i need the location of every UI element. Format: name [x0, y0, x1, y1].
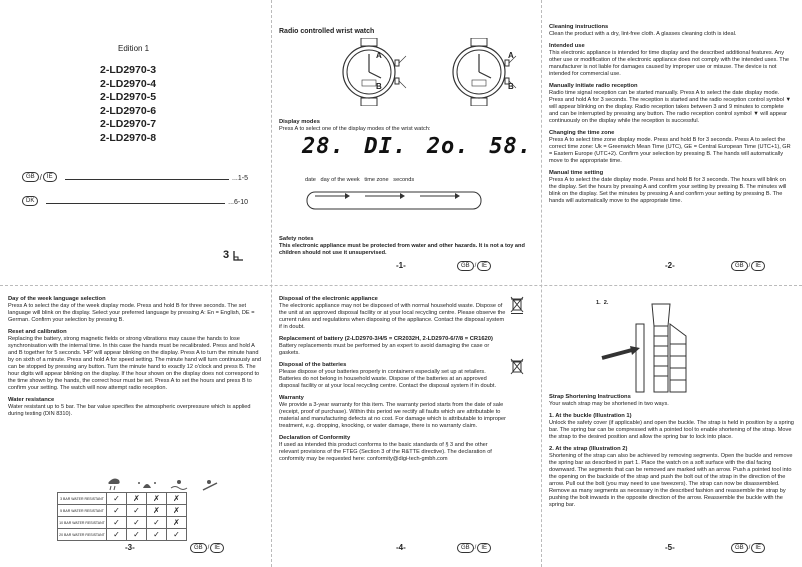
water-rating-mark: ✓ — [107, 505, 127, 517]
section-text: Shortening of the strap can also be achieved by removing segments. Open the buckle and remove the spring bar as described in part 1. Place the watch on a soft surface with the dial facing downward. The segments that can be removed are marked with an arrow. Push a pointed tool into the opening on the backside of the strap and push the bolt out of the strap in the direction of the arrow. Pull out the bolt (you may need to use tweezers). The strap can now be disassembled. Remove as many segments as necessary in the described fashion and reassemble the strap by pushing the bolt inwards in the opposite direction of the arrow. Reassemble the buckle with the spring bar. — [549, 453, 793, 508]
page-footer — [542, 543, 802, 557]
flag-ie: IE — [43, 172, 57, 182]
section-heading: Strap Shortening Instructions — [549, 394, 631, 400]
language-flags — [731, 261, 765, 271]
model-number: 2-LD2970-3 — [100, 64, 157, 76]
section-text: If used as intended this product conforms to the basic standards of § 3 and the other relevant provisions of the FTEG (Section 3 of the R&TTE directive). The declaration of conformity may be requested here: conformity@digi-tech-gmbh.com — [279, 442, 492, 462]
section-text: Please dispose of your batteries properly in containers especially set up at retailers. Batteries do not belong in household waste. Dispose of the batteries at an approved disposal facility or at your local recycling centre. Contact the disposal system if in doubt. — [279, 369, 497, 389]
table-row — [58, 517, 187, 529]
illustration-labels: 1. 2. — [596, 300, 609, 306]
button-b-label: B — [376, 82, 382, 91]
page-number: -4- — [396, 543, 406, 552]
button-b-label: B — [508, 82, 514, 91]
water-rating-label: 10 BAR WATER RESISTANT — [58, 517, 107, 529]
section-heading: 2. At the strap (Illustration 2) — [549, 446, 628, 452]
section-text: Your watch strap may be shortened in two ways. — [549, 401, 669, 407]
water-activity-icons — [103, 478, 235, 492]
pack-count-number: 3 — [223, 249, 230, 261]
section-text: Replacing the battery, strong magnetic fields or strong vibrations may cause the hands to lose synchronisation with the internal time. In this case the hands must be recalibrated. Press and hold A and B together for 5 seconds. 'HP' will appear blinking on the display. Press A to turn the minute hand by on sixth of a minute. Press and hold A for speed setting. The minute hand will turn continuously and can be stopped by pressing any button. Turn the minute hand to exactly 12 o'clock and press B. The hour digits will appear blinking on the display. If the hour shown on the display does not correspond to the time shown by the hands, the correct hour must be set. Press A to set the hours and press B to confirm your setting. The watch will now attempt radio reception. — [8, 336, 262, 391]
model-number: 2-LD2970-8 — [100, 131, 157, 144]
language-flags — [457, 261, 491, 271]
rain-icon — [108, 479, 119, 491]
language-flags — [190, 543, 224, 553]
flag-gb: GB — [457, 261, 474, 271]
crossed-bin-icon — [510, 296, 524, 314]
safety-heading: Safety notes — [279, 236, 314, 242]
flag-separator: / — [748, 263, 751, 269]
tool-arrow-icon — [602, 346, 640, 358]
page-2 — [542, 0, 802, 285]
page-1 — [272, 0, 541, 285]
section-text: Press A to select the date display mode. Press and hold B for 3 seconds. The hours will blink on the display. Set the hours by pressing A and confirm your setting by pressing B. The minutes will blink on the display. Set the minutes by pressing A and confirm your setting by pressing B. The hands will automatically move to the appropriate time. — [549, 177, 787, 204]
pack-icon — [232, 250, 244, 261]
flag-gb: GB — [457, 543, 474, 553]
section-text: Press A to select the day of the week display mode. Press and hold B for three seconds. The set language will blink on the display. Select your preferred language by pressing A: En = English, DE = German. Confirm your selection by pressing B. — [8, 303, 255, 323]
flag-separator: / — [474, 545, 477, 551]
flag-separator: / — [207, 545, 210, 551]
section-heading: Disposal of the batteries — [279, 362, 347, 368]
section-text: Unlock the safety cover (if applicable) and open the buckle. The strap is held in position by a spring bar. The spring bar can be compressed with a pointed tool to enable shortening of the strap. Move the strap to the desired position and allow the spring bar to lock into place. — [549, 420, 794, 440]
water-rating-label: 3 BAR WATER RESISTANT — [58, 493, 107, 505]
flag-ie: IE — [477, 543, 491, 553]
water-rating-mark: ✗ — [167, 493, 187, 505]
page-number: -3- — [125, 543, 135, 552]
page-number: -1- — [396, 261, 406, 270]
flag-ie: IE — [210, 543, 224, 553]
section-heading: Manual time setting — [549, 170, 604, 176]
section-heading: Replacement of battery (2-LD2970-3/4/5 = CR2032H, 2-LD2970-6/7/8 = CR1620) — [279, 336, 493, 342]
splash-icon — [138, 482, 156, 488]
lcd-row — [302, 134, 532, 159]
crossed-bin-icon — [510, 358, 524, 376]
safety-text: This electronic appliance must be protected from water and other hazards. It is not a toy and children should not use it unsupervised. — [279, 243, 525, 256]
section-text: This electronic appliance is intended for time display and the described additional features. Any other use or modification of the electronic appliance does not comply with the intended uses. The manufacturer is not liable for damages caused by improper use or misuse. The device is not intended for commercial use. — [549, 50, 789, 77]
section-text: Water resistant up to 5 bar. The bar value specifies the atmospheric overpressure which is applied during testing (DIN 8310). — [8, 404, 251, 417]
watch-front-icon — [343, 38, 406, 106]
flag-separator: / — [474, 263, 477, 269]
lcd-timezone: 2o. — [426, 134, 470, 159]
language-flags — [731, 543, 765, 553]
page-number: -5- — [665, 543, 675, 552]
water-rating-mark: ✗ — [167, 505, 187, 517]
model-number: 2-LD2970-6 — [100, 104, 157, 117]
water-rating-mark: ✓ — [147, 529, 167, 541]
section-heading: Warranty — [279, 395, 304, 401]
water-rating-mark: ✓ — [147, 517, 167, 529]
page-footer — [272, 543, 541, 557]
flag-gb: GB — [190, 543, 207, 553]
page-3 — [0, 286, 270, 567]
flag-gb: GB — [731, 543, 748, 553]
page-footer — [272, 261, 541, 275]
flag-ie: IE — [751, 261, 765, 271]
section-text: Press A to select time zone display mode. Press and hold B for 3 seconds. Press A to select the correct time zone: Uk = Greenwich Mean Time (UTC), GE = Central European Time (UTC+1), GR = Eastern Europe (UTC+2). Confirm your selection by pressing B. The hands will automatically move to the appropriate time. — [549, 137, 791, 164]
water-rating-mark: ✓ — [127, 529, 147, 541]
cover-panel — [0, 0, 270, 285]
model-number: 2-LD2970-4 — [100, 77, 157, 90]
water-rating-mark: ✗ — [147, 505, 167, 517]
water-rating-mark: ✓ — [107, 529, 127, 541]
water-rating-mark: ✓ — [167, 529, 187, 541]
water-rating-mark: ✗ — [147, 493, 167, 505]
toc-pages: ...1-5 — [232, 175, 248, 182]
flag-separator: / — [39, 173, 42, 182]
section-text: Battery replacements must be performed by an expert to avoid damaging the case or gaskets. — [279, 343, 490, 356]
pack-count — [223, 249, 244, 261]
page-4 — [272, 286, 541, 567]
model-list — [100, 64, 156, 145]
display-modes-heading: Display modes — [279, 119, 320, 125]
watch-back-icon — [453, 38, 516, 106]
page-footer — [0, 543, 270, 557]
flag-gb: GB — [22, 172, 39, 182]
water-rating-label: 5 BAR WATER RESISTANT — [58, 505, 107, 517]
display-modes-text: Press A to select one of the display modes of the wrist watch: — [279, 126, 431, 132]
water-rating-mark: ✓ — [127, 505, 147, 517]
table-row — [58, 529, 187, 541]
lcd-seconds: 58. — [489, 134, 532, 159]
section-heading: Intended use — [549, 43, 585, 49]
section-heading: Reset and calibration — [8, 329, 67, 335]
section-text: The electronic appliance may not be disposed of with normal household waste. Dispose of the unit at an approved disposal facility or at your local recycling centre. Please observe the current rules and regulations when disposing of the appliance. Contact the disposal system if in doubt. — [279, 303, 506, 330]
edition-label: Edition 1 — [118, 44, 150, 53]
toc-row-dk — [22, 196, 248, 206]
toc-row-gb-ie — [22, 172, 248, 182]
strap-buckle-icon — [652, 304, 670, 392]
section-text: We provide a 3-year warranty for this item. The warranty period starts from the date of sale (receipt, proof of purchase). Within this period we rectify all faults which are attributable to material and manufacturing defects at no cost. For damage which is attributable to improper treatment, e.g. dropping, knocking, or water damage, there is no warranty claim. — [279, 402, 506, 429]
section-heading: Declaration of Conformity — [279, 435, 351, 441]
page-number: -2- — [665, 261, 675, 270]
model-number: 2-LD2970-7 — [100, 118, 157, 130]
flag-ie: IE — [751, 543, 765, 553]
strap-illustration — [582, 296, 692, 396]
page-footer — [542, 261, 802, 275]
language-flags — [457, 543, 491, 553]
mode-cycle-arrow-icon — [305, 190, 485, 212]
water-rating-mark: ✓ — [107, 493, 127, 505]
lcd-date: 28. — [302, 134, 345, 159]
section-text: Clean the product with a dry, lint-free cloth. A glasses cleaning cloth is ideal. — [549, 31, 737, 37]
section-heading: Changing the time zone — [549, 130, 615, 136]
section-heading: Disposal of the electronic appliance — [279, 296, 378, 302]
water-rating-mark: ✗ — [167, 517, 187, 529]
model-number: 2-LD2970-5 — [100, 91, 157, 103]
water-rating-mark: ✗ — [127, 493, 147, 505]
lcd-caption: date day of the week time zone seconds — [305, 177, 415, 183]
section-text: Radio time signal reception can be started manually. Press A to select the date display mode. Press and hold A for 3 seconds. The reception is started and the radio reception control symbol ▼ will appear blinking on the display. Radio reception takes between 3 and 9 minutes to complete and can be interrupted by pressing any button. The radio reception control symbol ▼ will appear continuously on the display while the reception is successful. — [549, 90, 792, 124]
table-row — [58, 505, 187, 517]
table-row — [58, 493, 187, 505]
button-a-label: A — [508, 51, 514, 60]
diving-icon — [203, 480, 217, 490]
toc-pages: ...6-10 — [228, 199, 248, 206]
watch-illustration — [332, 38, 532, 106]
page-title: Radio controlled wrist watch — [279, 28, 375, 35]
water-rating-mark: ✓ — [127, 517, 147, 529]
water-rating-mark: ✓ — [107, 517, 127, 529]
flag-gb: GB — [731, 261, 748, 271]
flag-separator: / — [748, 545, 751, 551]
button-a-label: A — [376, 51, 382, 60]
page-5 — [542, 286, 802, 567]
section-heading: Water resistance — [8, 397, 55, 403]
water-resistance-chart — [57, 478, 235, 541]
section-heading: Manually initiate radio reception — [549, 83, 638, 89]
flag-ie: IE — [477, 261, 491, 271]
water-rating-label: 20 BAR WATER RESISTANT — [58, 529, 107, 541]
swimming-icon — [171, 480, 187, 490]
section-heading: Day of the week language selection — [8, 296, 106, 302]
flag-dk: DK — [22, 196, 38, 206]
lcd-day: DI. — [364, 134, 408, 159]
water-table — [57, 492, 187, 541]
section-heading: 1. At the buckle (Illustration 1) — [549, 413, 632, 419]
section-heading: Cleaning instructions — [549, 24, 609, 30]
